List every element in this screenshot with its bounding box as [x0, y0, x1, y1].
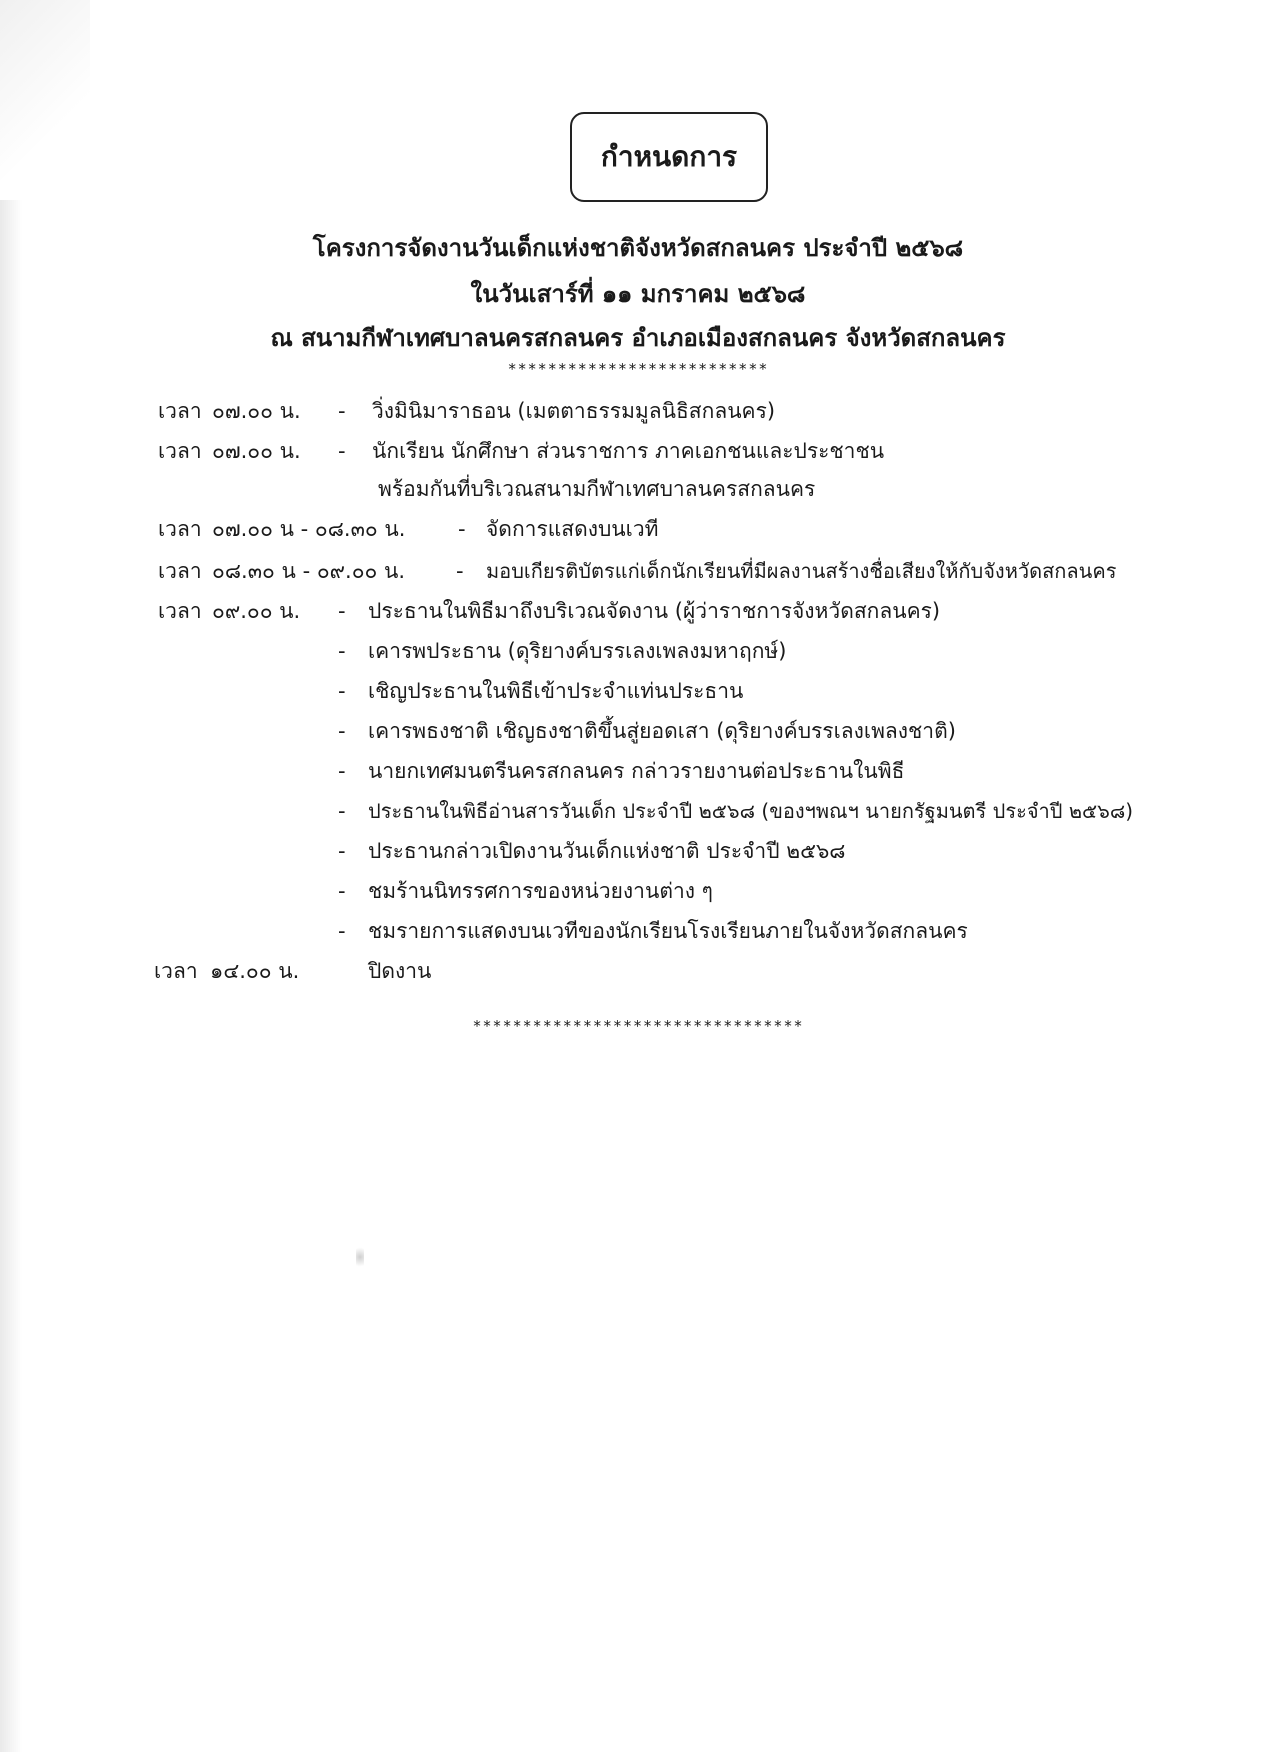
schedule-text: จัดการแสดงบนเวที	[486, 517, 659, 541]
schedule-time: ๐๘.๓๐ น - ๐๙.๐๐ น.	[212, 559, 406, 583]
sub-item-dash: -	[338, 799, 346, 823]
sub-item-dash: -	[338, 759, 346, 783]
schedule-text: ประธานในพิธีมาถึงบริเวณจัดงาน (ผู้ว่าราชการจังหวัดสกลนคร)	[368, 599, 941, 623]
sub-item-text: เชิญประธานในพิธีเข้าประจำแท่นประธาน	[368, 679, 744, 703]
sub-item-dash: -	[338, 679, 346, 703]
sub-item-text: ประธานกล่าวเปิดงานวันเด็กแห่งชาติ ประจำปี ๒๕๖๘	[368, 839, 846, 863]
schedule-time: ๐๗.๐๐ น.	[212, 399, 301, 423]
schedule-text: นักเรียน นักศึกษา ส่วนราชการ ภาคเอกชนและประชาชน	[372, 439, 885, 463]
schedule-dash: -	[338, 599, 346, 623]
sub-item-text: ชมร้านนิทรรศการของหน่วยงานต่าง ๆ	[368, 879, 713, 903]
sub-item-dash: -	[338, 639, 346, 663]
sub-item-dash: -	[338, 719, 346, 743]
schedule-dash: -	[338, 399, 346, 423]
schedule-dash: -	[458, 517, 466, 541]
schedule-dash: -	[456, 559, 464, 583]
schedule-time: ๐๙.๐๐ น.	[212, 599, 301, 623]
sub-item-dash: -	[338, 919, 346, 943]
scan-edge-shadow	[0, 200, 22, 1752]
time-label: เวลา	[158, 599, 202, 623]
sub-item-text: ชมรายการแสดงบนเวทีของนักเรียนโรงเรียนภายในจังหวัดสกลนคร	[368, 919, 968, 943]
time-label: เวลา	[158, 559, 202, 583]
schedule-time: ๐๗.๐๐ น.	[212, 439, 301, 463]
sub-item-dash: -	[338, 879, 346, 903]
sub-item-text: เคารพประธาน (ดุริยางค์บรรเลงเพลงมหาฤกษ์)	[368, 639, 787, 663]
sub-item-dash: -	[338, 839, 346, 863]
separator-top: **************************	[507, 360, 769, 378]
time-label: เวลา	[158, 517, 202, 541]
schedule-text-continued: พร้อมกันที่บริเวณสนามกีฬาเทศบาลนครสกลนคร	[378, 477, 816, 501]
heading-date: ในวันเสาร์ที่ ๑๑ มกราคม ๒๕๖๘	[470, 280, 806, 308]
schedule-text: มอบเกียรติบัตรแก่เด็กนักเรียนที่มีผลงานสร้างชื่อเสียงให้กับจังหวัดสกลนคร	[486, 559, 1117, 583]
schedule-dash: -	[338, 439, 346, 463]
sub-item-text: เคารพธงชาติ เชิญธงชาติขึ้นสู่ยอดเสา (ดุริยางค์บรรเลงเพลงชาติ)	[368, 719, 956, 743]
closing-text: ปิดงาน	[368, 959, 432, 983]
sub-item-text: นายกเทศมนตรีนครสกลนคร กล่าวรายงานต่อประธานในพิธี	[368, 759, 905, 783]
heading-project: โครงการจัดงานวันเด็กแห่งชาติจังหวัดสกลนคร ประจำปี ๒๕๖๘	[312, 234, 964, 262]
time-label: เวลา	[154, 959, 198, 983]
schedule-text: วิ่งมินิมาราธอน (เมตตาธรรมมูลนิธิสกลนคร)	[372, 399, 776, 423]
time-label: เวลา	[158, 399, 202, 423]
separator-bottom: *********************************	[472, 1017, 804, 1035]
time-label: เวลา	[158, 439, 202, 463]
schedule-time: ๐๗.๐๐ น - ๐๘.๓๐ น.	[212, 517, 406, 541]
heading-venue: ณ สนามกีฬาเทศบาลนครสกลนคร อำเภอเมืองสกลนคร จังหวัดสกลนคร	[270, 324, 1006, 352]
closing-time: ๑๔.๐๐ น.	[210, 959, 300, 983]
scan-corner-shadow	[0, 0, 90, 220]
sub-item-text: ประธานในพิธีอ่านสารวันเด็ก ประจำปี ๒๕๖๘ (ของฯพณฯ นายกรัฐมนตรี ประจำปี ๒๕๖๘)	[368, 799, 1134, 823]
scan-speck	[356, 1244, 364, 1270]
document-title: กำหนดการ	[570, 112, 768, 202]
